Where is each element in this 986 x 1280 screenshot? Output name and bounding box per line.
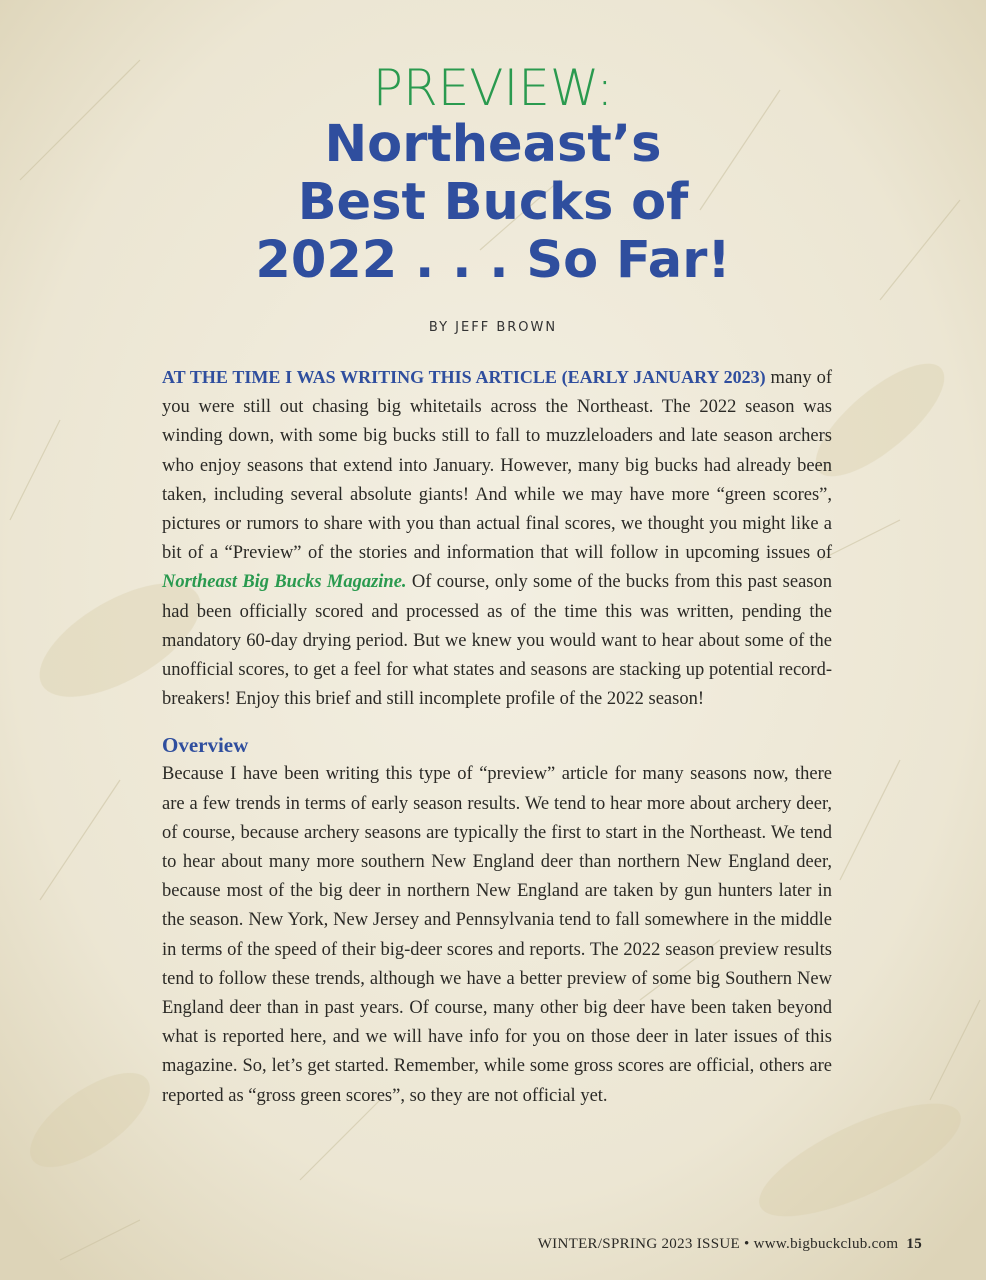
intro-text-part-2: Of course, only some of the bucks from this past season had been officially scored and processed as of the time this was written, pending the mandatory 60-day drying period. But we knew you would want to hear about some of the unofficial scores, to get a feel for what states and seasons are stacking up potential record-breakers! Enjoy this brief and still incomplete profile of the 2022 season! bbox=[162, 572, 832, 710]
title-line-3: 2022 . . . So Far! bbox=[255, 231, 731, 290]
title-line-1: Northeast’s bbox=[324, 115, 662, 174]
footer-separator: • bbox=[744, 1236, 750, 1252]
issue-label: WINTER/SPRING 2023 ISSUE bbox=[537, 1236, 740, 1252]
intro-lead-caps: AT THE TIME I WAS WRITING THIS ARTICLE (EARLY JANUARY 2023) bbox=[162, 367, 766, 387]
website-link[interactable]: www.bigbuckclub.com bbox=[753, 1236, 899, 1252]
overview-heading: Overview bbox=[162, 733, 249, 758]
page-footer bbox=[538, 1236, 922, 1253]
article-body bbox=[162, 363, 832, 1111]
author-byline: BY JEFF BROWN bbox=[428, 320, 558, 335]
magazine-name: Northeast Big Bucks Magazine. bbox=[162, 572, 407, 593]
overview-paragraph: Because I have been writing this type of “preview” article for many seasons now, there are a few trends in terms of early season results. We tend to hear more about archery deer, of course, because archery seasons are typically the first to start in the Northeast. We tend to hear about many more southern New England deer than northern New England deer, because most of the big deer in northern New England are taken by gun hunters later in the season. New York, New Jersey and Pennsylvania tend to fall somewhere in the middle in terms of the speed of their big-deer scores and reports. The 2022 season preview results tend to follow these trends, although we have a better preview of some big Southern New England deer than in past years. Of course, many other big deer have been taken beyond what is reported here, and we will have info for you on those deer in later issues of this magazine. So, let’s get started. Remember, while some gross scores are official, others are reported as “gross green scores”, so they are not official yet. bbox=[162, 764, 832, 1106]
title-line-2: Best Bucks of bbox=[297, 173, 689, 232]
article-title bbox=[0, 60, 986, 290]
intro-text-part-1: many of you were still out chasing big whitetails across the Northeast. The 2022 season was winding down, with some big bucks still to fall to muzzleloaders and late season archers who enjoy seasons that extend into January. However, many big bucks had already been taken, including several absolute giants! And while we may have more “green scores”, pictures or rumors to share with you than actual final scores, we thought you might like a bit of a “Preview” of the stories and information that will follow in upcoming issues of bbox=[162, 368, 832, 564]
page-number: 15 bbox=[906, 1236, 922, 1252]
preview-label: PREVIEW: bbox=[372, 59, 614, 117]
intro-paragraph bbox=[162, 363, 832, 714]
